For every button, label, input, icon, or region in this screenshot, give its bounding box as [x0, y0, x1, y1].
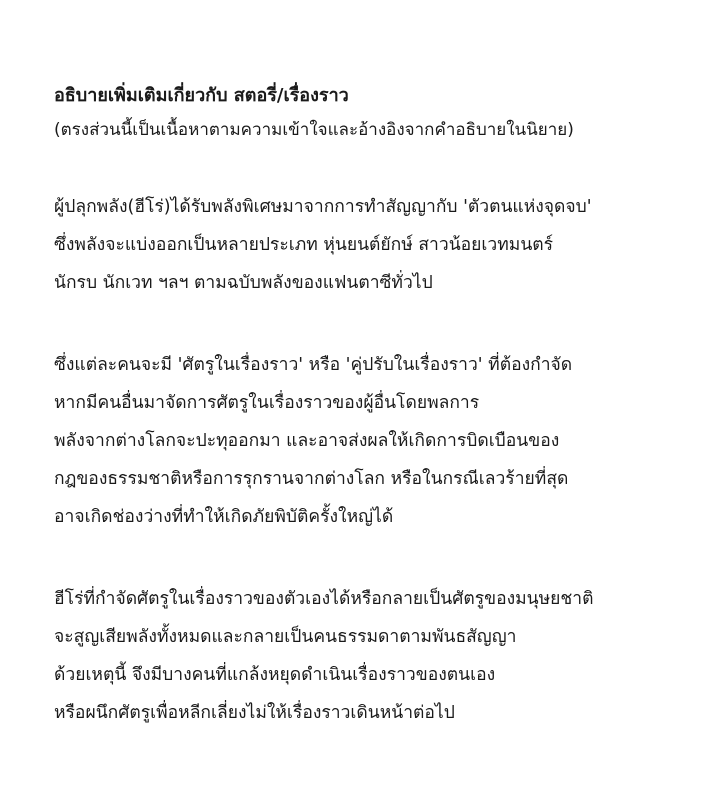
paragraph-line: ซึ่งแต่ละคนจะมี 'ศัตรูในเรื่องราว' หรือ 'คู่ปรับในเรื่องราว' ที่ต้องกำจัด	[54, 355, 573, 375]
paragraph-line: นักรบ นักเวท ฯลฯ ตามฉบับพลังของแฟนตาซีทั่วไป	[54, 273, 433, 293]
paragraph-line: พลังจากต่างโลกจะปะทุออกมา และอาจส่งผลให้เกิดการบิดเบือนของ	[54, 431, 560, 451]
paragraph-2	[54, 346, 680, 536]
paragraph-line: หากมีคนอื่นมาจัดการศัตรูในเรื่องราวของผู้อื่นโดยพลการ	[54, 393, 480, 413]
paragraph-line: ซึ่งพลังจะแบ่งออกเป็นหลายประเภท หุ่นยนต์ยักษ์ สาวน้อยเวทมนตร์	[54, 235, 554, 255]
paragraph-3	[54, 580, 680, 732]
paragraph-line: ด้วยเหตุนี้ จึงมีบางคนที่แกล้งหยุดดำเนินเรื่องราวของตนเอง	[54, 665, 496, 685]
paragraph-1	[54, 188, 680, 302]
paragraph-line: จะสูญเสียพลังทั้งหมดและกลายเป็นคนธรรมดาตามพันธสัญญา	[54, 627, 517, 647]
page-subtitle: (ตรงส่วนนี้เป็นเนื้อหาตามความเข้าใจและอ้างอิงจากคำอธิบายในนิยาย)	[54, 120, 574, 140]
paragraph-line: ผู้ปลุกพลัง(ฮีโร่)ได้รับพลังพิเศษมาจากการทำสัญญากับ 'ตัวตนแห่งจุดจบ'	[54, 197, 592, 217]
paragraph-line: ฮีโร่ที่กำจัดศัตรูในเรื่องราวของตัวเองได้หรือกลายเป็นศัตรูของมนุษยชาติ	[54, 589, 594, 609]
page-title: อธิบายเพิ่มเติมเกี่ยวกับ สตอรี่/เรื่องราว	[54, 85, 349, 106]
paragraph-line: กฎของธรรมชาติหรือการรุกรานจากต่างโลก หรือในกรณีเลวร้ายที่สุด	[54, 469, 569, 489]
paragraph-line: หรือผนึกศัตรูเพื่อหลีกเลี่ยงไม่ให้เรื่องราวเดินหน้าต่อไป	[54, 703, 455, 723]
paragraph-line: อาจเกิดช่องว่างที่ทำให้เกิดภัยพิบัติครั้งใหญ่ได้	[54, 507, 394, 527]
